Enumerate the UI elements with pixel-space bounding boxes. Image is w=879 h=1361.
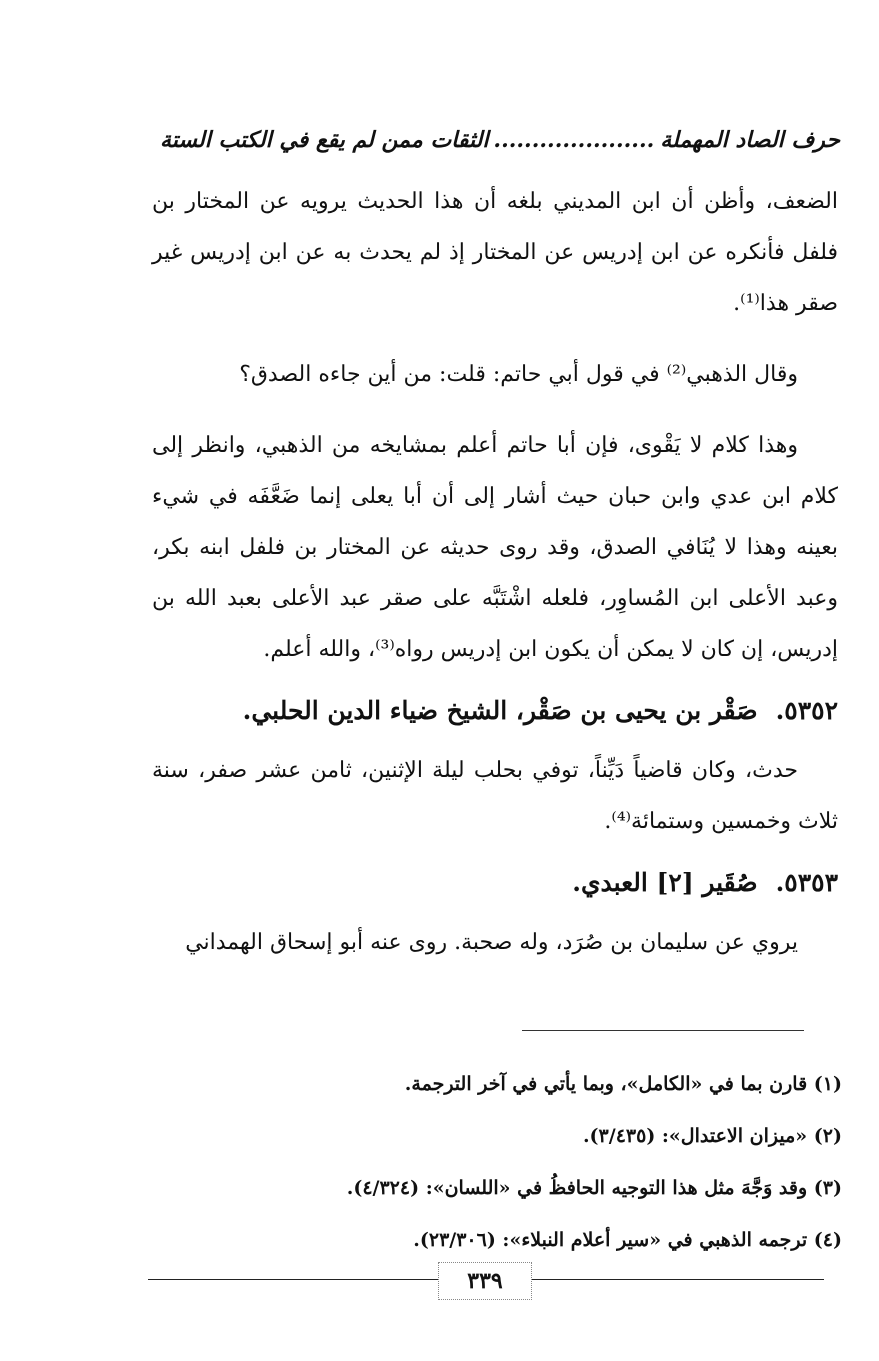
paragraph: وقال الذهبي⁽²⁾ في قول أبي حاتم: قلت: من أين جاءه الصدق؟ xyxy=(239,362,798,387)
entry-text: حدث، وكان قاضياً دَيِّناً، توفي بحلب ليلة الإثنين، ثامن عشر صفر، سنة ثلاث وخمسين وستمائة⁽⁴⁾. xyxy=(152,758,838,834)
entry-title: صُقَير [٢] العبدي. xyxy=(572,868,758,897)
footnotes xyxy=(160,1058,842,1266)
footnote: (٤) ترجمه الذهبي في «سير أعلام النبلاء»: (٢٣/٣٠٦). xyxy=(413,1229,842,1251)
main-text xyxy=(152,176,838,968)
entry-text: يروي عن سليمان بن صُرَد، وله صحبة. روى عنه أبو إسحاق الهمداني xyxy=(185,930,798,955)
footnote: (١) قارن بما في «الكامل»، وبما يأتي في آخر الترجمة. xyxy=(404,1073,842,1095)
entry-title: صَقْر بن يحيى بن صَقْر، الشيخ ضياء الدين الحلبي. xyxy=(242,696,758,725)
entry-heading xyxy=(152,681,838,741)
entry-number: ٥٣٥٢. xyxy=(775,696,838,725)
header-chapter-title: حرف الصاد المهملة xyxy=(660,127,840,153)
footnote: (٣) وقد وَجَّهَ مثل هذا التوجيه الحافظُ في «اللسان»: (٤/٣٢٤). xyxy=(346,1177,842,1199)
footnote: (٢) «ميزان الاعتدال»: (٣/٤٣٥). xyxy=(582,1125,842,1147)
header-book-title: الثقات ممن لم يقع في الكتب الستة xyxy=(160,127,489,153)
footnote-separator xyxy=(522,1030,804,1031)
paragraph: الضعف، وأظن أن ابن المديني بلغه أن هذا الحديث يرويه عن المختار بن فلفل فأنكره عن ابن إدريس عن المختار إذ لم يحدث به عن ابن إدريس غير صقر هذا⁽¹⁾. xyxy=(152,189,838,316)
entry-heading xyxy=(152,853,838,913)
header-dot-leader xyxy=(494,127,654,153)
page-number: ٣٣٩ xyxy=(438,1262,532,1300)
paragraph: وهذا كلام لا يَقْوى، فإن أبا حاتم أعلم بمشايخه من الذهبي، وانظر إلى كلام ابن عدي وابن حبان حيث أشار إلى أن أبا يعلى إنما ضَعَّفَه في شيء بعينه وهذا لا يُنَافي الصدق، وقد روى حديثه عن المختار بن فلفل ابنه بكر، وعبد الأعلى ابن المُساوِر، فلعله اشْتَبَّه على صقر عبد الأعلى بعبد الله بن إدريس، إن كان لا يمكن أن يكون ابن إدريس رواه⁽³⁾، والله أعلم. xyxy=(152,433,838,662)
entry-number: ٥٣٥٣. xyxy=(775,868,838,897)
running-header xyxy=(160,120,840,160)
